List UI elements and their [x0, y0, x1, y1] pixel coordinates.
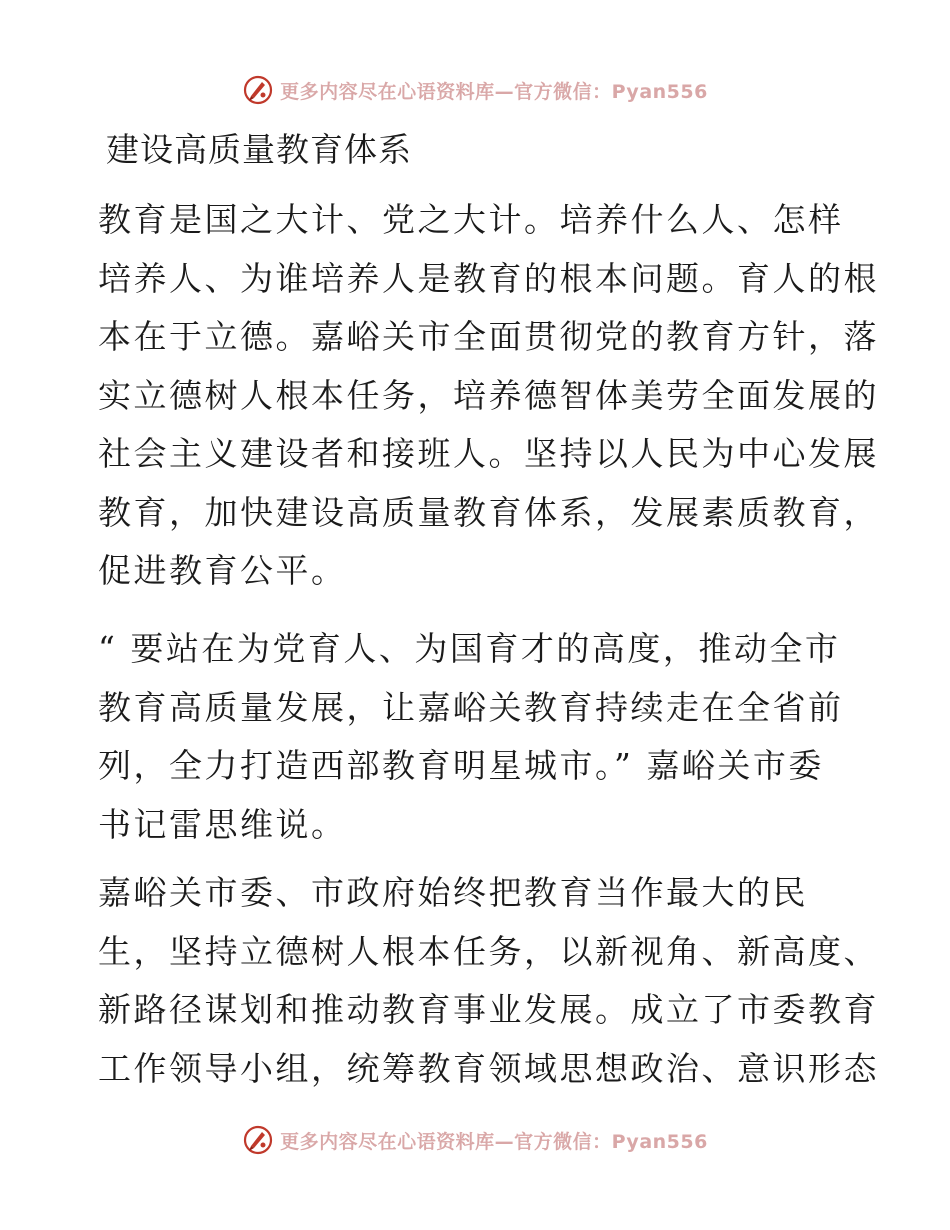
paragraph-3 — [98, 864, 879, 1098]
paragraph-line: 实立德树人根本任务，培养德智体美劳全面发展的 — [98, 375, 879, 415]
paragraph-line: 社会主义建设者和接班人。坚持以人民为中心发展 — [98, 434, 879, 473]
paragraph-line: 生，坚持立德树人根本任务，以新视角、新高度、 — [98, 931, 879, 971]
paragraph-line: 促进教育公平。 — [98, 551, 347, 590]
header-watermark — [0, 70, 950, 110]
logo-icon — [242, 74, 274, 106]
paragraph-line: 本在于立德。嘉峪关市全面贯彻党的教育方针，落 — [98, 317, 879, 356]
logo-icon — [242, 1124, 274, 1156]
paragraph-line: 新路径谋划和推动教育事业发展。成立了市委教育 — [98, 990, 879, 1029]
paragraph-line: 书记雷思维说。 — [98, 804, 347, 844]
paragraph-line: 列，全力打造西部教育明星城市。” 嘉峪关市委 — [98, 746, 824, 785]
document-title: 建设高质量教育体系 — [106, 130, 412, 169]
footer-watermark — [0, 1120, 950, 1160]
paragraph-line: 嘉峪关市委、市政府始终把教育当作最大的民 — [98, 873, 808, 912]
paragraph-2 — [98, 620, 858, 854]
paragraph-line: 教育高质量发展，让嘉峪关教育持续走在全省前 — [98, 687, 844, 727]
paragraph-line: “ 要站在为党育人、为国育才的高度，推动全市 — [98, 629, 841, 668]
watermark-text: 更多内容尽在心语资料库—官方微信：Pyan556 — [280, 1130, 708, 1153]
paragraph-line: 教育，加快建设高质量教育体系，发展素质教育， — [98, 492, 879, 532]
paragraph-line: 工作领导小组，统筹教育领域思想政治、意识形态 — [98, 1048, 879, 1088]
paragraph-line: 教育是国之大计、党之大计。培养什么人、怎样 — [98, 200, 844, 239]
paragraph-1 — [98, 191, 879, 601]
paragraph-line: 培养人、为谁培养人是教育的根本问题。育人的根 — [98, 258, 879, 298]
watermark-text: 更多内容尽在心语资料库—官方微信：Pyan556 — [280, 80, 708, 103]
